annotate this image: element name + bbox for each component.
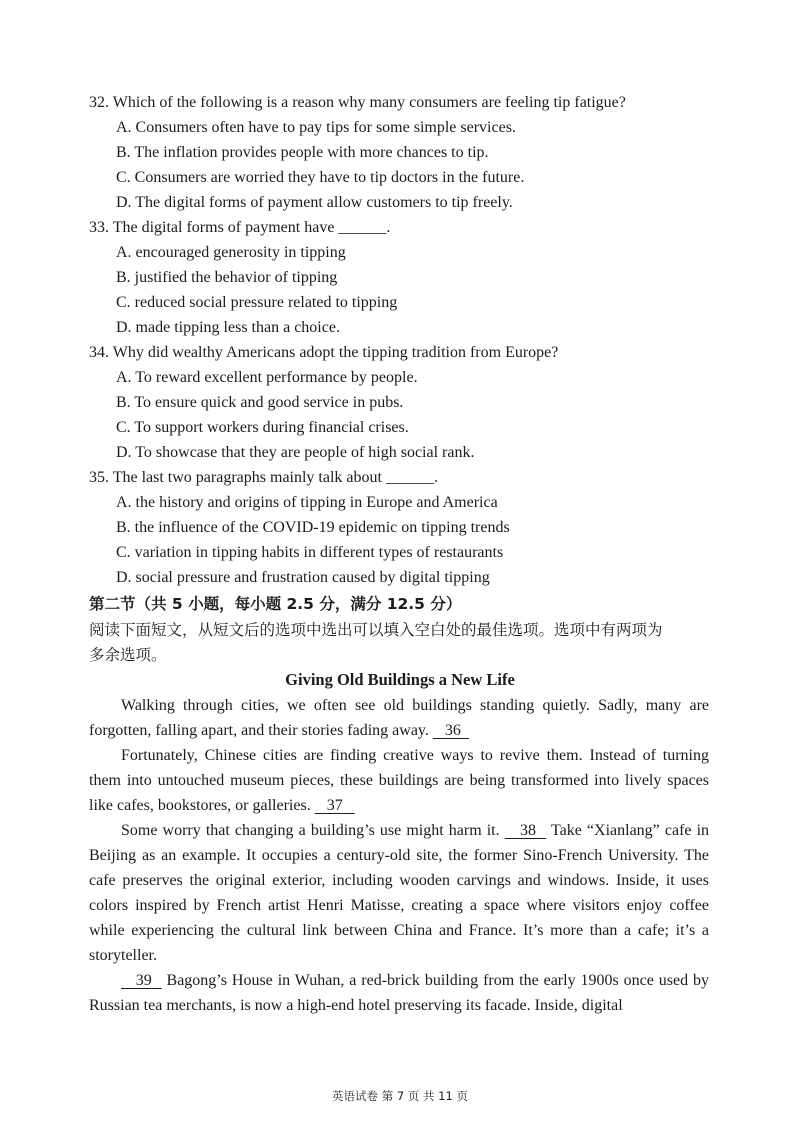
question-35-stem: 35. The last two paragraphs mainly talk about ______. — [89, 469, 438, 486]
paragraph-3-text-after: Take “Xianlang” cafe in Beijing as an example. It occupies a century-old site, the former Sino-French University. The cafe preserves the original exterior, including wooden carvings and windows. Inside, it uses colors inspired by French artist Henri Matisse, creating a space where visitors enjoy coffee while experiencing the cultural link between China and France. It’s more than a cafe; it’s a storyteller. — [89, 822, 710, 964]
paragraph-4-text: Bagong’s House in Wuhan, a red-brick building from the early 1900s once used by Russian tea merchants, is now a high-end hotel preserving its facade. Inside, digital — [89, 972, 710, 1014]
question-33-option-b: B. justified the behavior of tipping — [116, 269, 338, 286]
blank-39-number: 39 — [135, 972, 152, 989]
question-32-stem: 32. Which of the following is a reason why many consumers are feeling tip fatigue? — [89, 94, 626, 111]
blank-36-number: 36 — [444, 722, 461, 739]
section-heading: 第二节（共 5 小题，每小题 2.5 分，满分 12.5 分） — [89, 595, 462, 613]
question-34-stem: 34. Why did wealthy Americans adopt the tipping tradition from Europe? — [89, 344, 559, 361]
section-instruction-line1: 阅读下面短文，从短文后的选项中选出可以填入空白处的最佳选项。选项中有两项为 — [89, 621, 663, 639]
question-32-option-b: B. The inflation provides people with more chances to tip. — [116, 144, 489, 161]
question-33-option-d: D. made tipping less than a choice. — [116, 319, 340, 336]
footer-page-number: 7 — [396, 1089, 405, 1103]
passage-paragraph-3 — [89, 818, 709, 968]
blank-38 — [505, 822, 546, 839]
footer-middle: 页 共 — [404, 1089, 439, 1103]
footer-total-pages: 11 — [438, 1089, 453, 1103]
blank-38-number: 38 — [519, 822, 536, 839]
question-35-option-a: A. the history and origins of tipping in Europe and America — [116, 494, 498, 511]
blank-36 — [433, 722, 469, 739]
question-32-option-c: C. Consumers are worried they have to tip doctors in the future. — [116, 169, 525, 186]
question-34-option-d: D. To showcase that they are people of high social rank. — [116, 444, 475, 461]
question-32-option-d: D. The digital forms of payment allow customers to tip freely. — [116, 194, 513, 211]
question-35-option-c: C. variation in tipping habits in different types of restaurants — [116, 544, 504, 561]
question-35-option-b: B. the influence of the COVID-19 epidemic on tipping trends — [116, 519, 510, 536]
blank-37-number: 37 — [326, 797, 343, 814]
question-35-option-d: D. social pressure and frustration caused by digital tipping — [116, 569, 490, 586]
passage-title: Giving Old Buildings a New Life — [285, 670, 515, 689]
paragraph-1-text: Walking through cities, we often see old buildings standing quietly. Sadly, many are forgotten, falling apart, and their stories fading away. — [89, 697, 709, 739]
question-33-option-a: A. encouraged generosity in tipping — [116, 244, 346, 261]
passage-paragraph-4 — [89, 968, 709, 1018]
paragraph-3-text-before: Some worry that changing a building’s use might harm it. — [121, 822, 500, 839]
footer-prefix: 英语试卷 第 — [332, 1089, 397, 1103]
footer-suffix: 页 — [452, 1089, 468, 1103]
blank-37 — [315, 797, 355, 814]
blank-39 — [121, 972, 162, 989]
question-33-option-c: C. reduced social pressure related to tipping — [116, 294, 398, 311]
paragraph-2-text: Fortunately, Chinese cities are finding creative ways to revive them. Instead of turning them into untouched museum pieces, these buildings are being transformed into lively spaces like cafes, bookstores, or galleries. — [89, 747, 709, 814]
passage-paragraph-1 — [89, 693, 709, 743]
question-33-stem: 33. The digital forms of payment have ______. — [89, 219, 391, 236]
section-instruction-line2: 多余选项。 — [89, 646, 167, 664]
page-footer — [0, 1089, 800, 1103]
question-34-option-a: A. To reward excellent performance by people. — [116, 369, 418, 386]
question-32-option-a: A. Consumers often have to pay tips for some simple services. — [116, 119, 516, 136]
passage-paragraph-2 — [89, 743, 709, 818]
question-34-option-b: B. To ensure quick and good service in pubs. — [116, 394, 404, 411]
question-34-option-c: C. To support workers during financial crises. — [116, 419, 409, 436]
